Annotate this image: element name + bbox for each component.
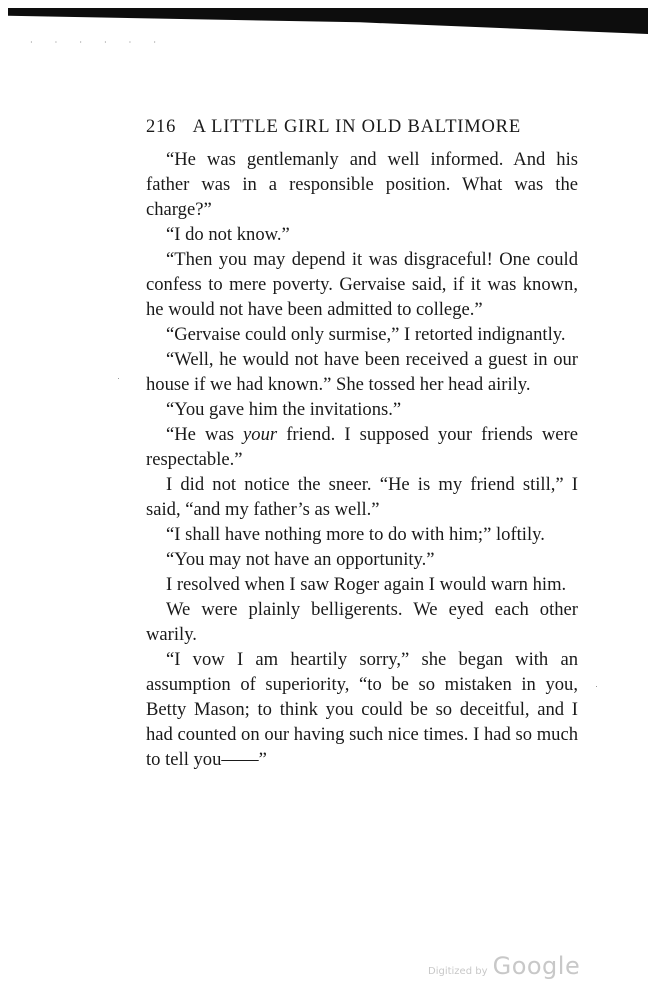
paragraph: “Then you may depend it was disgraceful! One could confess to mere poverty. Gervaise said, if it was known, he would not have been admitted to college.”: [146, 249, 578, 320]
emphasis-text: your: [243, 424, 278, 445]
watermark-prefix: Digitized by: [428, 966, 488, 977]
google-watermark: [428, 952, 580, 980]
paragraph: “You gave him the invitations.”: [166, 399, 402, 420]
scan-specks: · · · · · ·: [30, 38, 166, 47]
paragraph: “I vow I am heartily sorry,” she began with an assumption of superiority, “to be so mistaken in you, Betty Mason; to think you could be so deceitful, and I had counted on our having such nice times. I had so much to tell you——”: [146, 649, 578, 770]
paragraph: “You may not have an opportunity.”: [166, 549, 435, 570]
paragraph: “I shall have nothing more to do with him;” loftily.: [166, 524, 545, 545]
paragraph: “I do not know.”: [166, 224, 290, 245]
running-title: A LITTLE GIRL IN OLD BALTIMORE: [192, 117, 521, 137]
paragraph-text: “He was: [166, 424, 244, 445]
page-body: [146, 147, 578, 772]
page-number: 216: [146, 117, 177, 137]
running-header: [146, 117, 586, 138]
paragraph: “Gervaise could only surmise,” I retorted indignantly.: [166, 324, 566, 345]
paragraph: I resolved when I saw Roger again I would warn him.: [166, 574, 567, 595]
paragraph: [146, 422, 578, 472]
google-logo: Google: [492, 952, 581, 980]
paragraph: “Well, he would not have been received a guest in our house if we had known.” She tossed her head airily.: [146, 349, 578, 395]
paragraph-text: friend. I supposed your friends were respectable.”: [146, 424, 578, 470]
scan-mark: [596, 686, 597, 687]
scan-edge-shadow: [8, 8, 648, 34]
paragraph: I did not notice the sneer. “He is my friend still,” I said, “and my father’s as well.”: [146, 474, 578, 520]
scan-mark: [118, 378, 119, 379]
paragraph: “He was gentlemanly and well informed. And his father was in a responsible position. What was the charge?”: [146, 149, 578, 220]
paragraph: We were plainly belligerents. We eyed each other warily.: [146, 599, 578, 645]
